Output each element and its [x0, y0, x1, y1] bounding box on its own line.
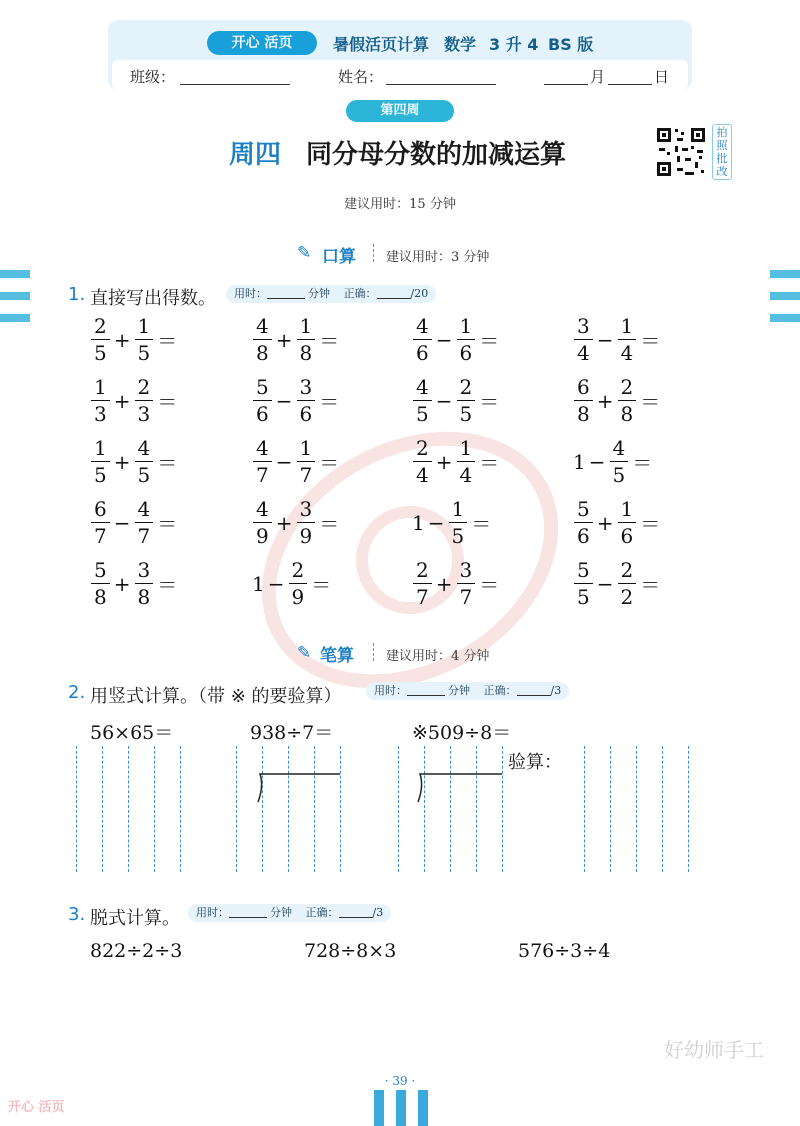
work-column-line	[314, 746, 315, 872]
correct-count-field[interactable]	[339, 905, 373, 918]
fraction	[135, 377, 154, 424]
denominator: 4	[618, 339, 637, 363]
fraction	[413, 438, 432, 485]
fraction	[253, 377, 272, 424]
question-1-score-pill	[226, 285, 436, 303]
denominator: 9	[253, 522, 272, 546]
equals-sign: ＝	[640, 573, 661, 597]
numerator: 3	[577, 314, 590, 338]
fraction	[574, 499, 593, 546]
fraction	[574, 560, 593, 607]
operator: +	[275, 510, 293, 535]
fraction-problem	[90, 499, 180, 546]
numerator: 4	[256, 314, 269, 338]
numerator: 5	[577, 558, 590, 582]
side-stripe	[770, 292, 800, 300]
step-problem-2: 728÷8×3	[304, 940, 397, 962]
equals-sign: ＝	[319, 512, 340, 536]
numerator: 1	[459, 314, 473, 338]
work-column-line	[236, 746, 237, 872]
fraction	[413, 316, 432, 363]
numerator: 2	[620, 375, 634, 399]
equals-sign: ＝	[157, 573, 178, 597]
work-column-line	[450, 746, 451, 872]
whole-number: 1	[412, 510, 425, 535]
denominator: 7	[457, 583, 476, 607]
operator: −	[267, 571, 285, 596]
denominator: 8	[297, 339, 316, 363]
side-stripe	[0, 314, 30, 322]
numerator: 4	[256, 497, 269, 521]
fraction-problem	[90, 377, 180, 424]
fraction-problem	[252, 560, 334, 607]
work-column-line	[688, 746, 689, 872]
division-bracket-1	[252, 770, 342, 804]
suggested-time: 建议用时：15 分钟	[344, 197, 456, 212]
denominator: 6	[618, 522, 637, 546]
fraction-problem	[90, 316, 180, 363]
numerator: 1	[299, 314, 313, 338]
fraction	[574, 316, 593, 363]
footer-bar	[396, 1090, 406, 1126]
equals-sign: ＝	[640, 390, 661, 414]
numerator: 6	[577, 375, 590, 399]
fraction	[297, 316, 316, 363]
class-field[interactable]	[180, 68, 290, 85]
operator: +	[113, 449, 131, 474]
vertical-problem-2: 938÷7＝	[250, 722, 334, 744]
denominator: 7	[413, 583, 432, 607]
numerator: 1	[94, 436, 107, 460]
fraction	[135, 560, 154, 607]
correct-total: /20	[410, 287, 429, 300]
fraction	[91, 316, 110, 363]
time-used-label: 用时：	[196, 906, 229, 919]
time-used-field[interactable]	[267, 286, 305, 299]
work-column-line	[180, 746, 181, 872]
denominator: 8	[253, 339, 272, 363]
correct-label: 正确：	[483, 684, 517, 697]
fraction	[574, 377, 593, 424]
question-3-text: 脱式计算。	[90, 908, 180, 929]
qr-code-icon[interactable]	[655, 126, 707, 178]
denominator: 2	[618, 583, 637, 607]
denominator: 6	[413, 339, 432, 363]
step-problem-1: 822÷2÷3	[90, 940, 183, 962]
correct-count-field[interactable]	[377, 286, 411, 299]
denominator: 5	[135, 339, 154, 363]
section-written-title: 笔算	[320, 646, 354, 666]
pencil-icon: ✎	[297, 643, 312, 663]
numerator: 4	[137, 436, 151, 460]
denominator: 9	[297, 522, 316, 546]
numerator: 5	[256, 375, 269, 399]
fraction-problem	[252, 316, 342, 363]
side-stripe	[0, 270, 30, 278]
fraction	[618, 377, 637, 424]
operator: −	[275, 449, 293, 474]
equals-sign: ＝	[632, 451, 653, 475]
denominator: 5	[457, 400, 476, 424]
numerator: 2	[291, 558, 305, 582]
numerator: 2	[416, 436, 429, 460]
operator: −	[596, 571, 614, 596]
numerator: 1	[299, 436, 313, 460]
question-1-text: 直接写出得数。	[90, 288, 216, 309]
numerator: 5	[94, 558, 107, 582]
work-column-line	[340, 746, 341, 872]
operator: −	[588, 449, 606, 474]
side-stripe	[770, 270, 800, 278]
section-oral-time: 建议用时：3 分钟	[386, 250, 490, 265]
operator: −	[435, 388, 453, 413]
brand-logo: 开心 活页	[207, 31, 317, 55]
work-column-line	[398, 746, 399, 872]
numerator: 2	[137, 375, 151, 399]
fraction-problem	[573, 316, 663, 363]
denominator: 5	[413, 400, 432, 424]
equals-sign: ＝	[157, 329, 178, 353]
equals-sign: ＝	[157, 451, 178, 475]
section-oral-title: 口算	[322, 247, 356, 267]
numerator: 2	[620, 558, 634, 582]
oral-calc-icon: ✎	[297, 243, 312, 263]
fraction	[457, 316, 476, 363]
operator: −	[113, 510, 131, 535]
denominator: 5	[610, 461, 629, 485]
numerator: 5	[577, 497, 590, 521]
vertical-problem-3: ※509÷8＝	[412, 722, 512, 744]
fraction	[135, 316, 154, 363]
work-column-line	[76, 746, 77, 872]
class-label: 班级：	[130, 68, 176, 86]
fraction	[413, 560, 432, 607]
fraction	[135, 438, 154, 485]
grade-label: 3 升 4	[489, 35, 539, 54]
denominator: 4	[574, 339, 593, 363]
numerator: 1	[620, 314, 634, 338]
denominator: 6	[253, 400, 272, 424]
week-badge: 第四周	[346, 100, 454, 122]
work-column-line	[424, 746, 425, 872]
fraction	[91, 499, 110, 546]
work-column-line	[662, 746, 663, 872]
operator: +	[113, 388, 131, 413]
numerator: 1	[459, 436, 473, 460]
numerator: 4	[416, 314, 429, 338]
fraction-problem	[573, 377, 663, 424]
name-label: 姓名：	[338, 68, 384, 86]
fraction	[618, 499, 637, 546]
work-column-line	[154, 746, 155, 872]
step-problem-3: 576÷3÷4	[518, 940, 611, 962]
page-number: · 39 ·	[384, 1074, 416, 1088]
fraction-problem	[90, 560, 180, 607]
side-stripe	[0, 292, 30, 300]
denominator: 9	[289, 583, 308, 607]
denominator: 7	[135, 522, 154, 546]
denominator: 5	[574, 583, 593, 607]
denominator: 3	[91, 400, 110, 424]
numerator: 1	[94, 375, 107, 399]
minutes-unit: 分钟	[448, 684, 470, 697]
denominator: 7	[253, 461, 272, 485]
fraction	[457, 377, 476, 424]
correct-label: 正确：	[305, 906, 339, 919]
denominator: 8	[135, 583, 154, 607]
operator: +	[435, 449, 453, 474]
question-2-score-pill	[366, 682, 569, 700]
equals-sign: ＝	[640, 512, 661, 536]
denominator: 8	[91, 583, 110, 607]
equals-sign: ＝	[319, 390, 340, 414]
fraction	[413, 377, 432, 424]
division-bracket-2	[412, 770, 504, 804]
operator: +	[596, 388, 614, 413]
month-field[interactable]	[544, 68, 588, 85]
section-written-time: 建议用时：4 分钟	[386, 649, 490, 664]
operator: −	[275, 388, 293, 413]
denominator: 5	[91, 461, 110, 485]
equals-sign: ＝	[479, 451, 500, 475]
equals-sign: ＝	[479, 390, 500, 414]
question-1-number: 1.	[68, 284, 86, 305]
name-field[interactable]	[386, 68, 496, 85]
time-used-label: 用时：	[234, 287, 267, 300]
day-label-text: 日	[654, 68, 670, 86]
numerator: 1	[137, 314, 151, 338]
work-column-line	[584, 746, 585, 872]
denominator: 5	[449, 522, 468, 546]
equals-sign: ＝	[311, 573, 332, 597]
footer-bar	[418, 1090, 428, 1126]
fraction	[253, 499, 272, 546]
fraction	[297, 377, 316, 424]
work-column-line	[102, 746, 103, 872]
question-2-text: 用竖式计算。（带 ※ 的要验算）	[90, 686, 342, 707]
fraction-problem	[412, 499, 494, 546]
fraction	[289, 560, 308, 607]
fraction	[618, 316, 637, 363]
denominator: 7	[91, 522, 110, 546]
fraction-problem	[412, 316, 502, 363]
denominator: 6	[297, 400, 316, 424]
fraction	[91, 560, 110, 607]
equals-sign: ＝	[640, 329, 661, 353]
fraction-problem	[412, 438, 502, 485]
numerator: 3	[459, 558, 473, 582]
numerator: 3	[137, 558, 151, 582]
edition-label: BS 版	[548, 35, 594, 54]
time-used-field[interactable]	[407, 683, 445, 696]
fraction-problem	[573, 499, 663, 546]
time-used-field[interactable]	[229, 905, 267, 918]
numerator: 6	[94, 497, 107, 521]
denominator: 6	[457, 339, 476, 363]
operator: +	[275, 327, 293, 352]
work-column-line	[636, 746, 637, 872]
fraction	[91, 377, 110, 424]
equals-sign: ＝	[319, 451, 340, 475]
numerator: 2	[459, 375, 473, 399]
numerator: 3	[299, 375, 313, 399]
denominator: 8	[574, 400, 593, 424]
denominator: 5	[91, 339, 110, 363]
numerator: 4	[416, 375, 429, 399]
minutes-unit: 分钟	[270, 906, 292, 919]
numerator: 4	[256, 436, 269, 460]
work-column-line	[288, 746, 289, 872]
fraction-problem	[252, 499, 342, 546]
fraction-problem	[252, 377, 342, 424]
correct-label: 正确：	[343, 287, 377, 300]
numerator: 2	[94, 314, 107, 338]
operator: +	[596, 510, 614, 535]
fraction-problem	[573, 438, 655, 485]
equals-sign: ＝	[479, 329, 500, 353]
fraction	[297, 438, 316, 485]
fraction	[618, 560, 637, 607]
equals-sign: ＝	[157, 390, 178, 414]
equals-sign: ＝	[319, 329, 340, 353]
fraction	[135, 499, 154, 546]
operator: +	[435, 571, 453, 596]
whole-number: 1	[573, 449, 586, 474]
fraction	[457, 560, 476, 607]
work-column-line	[476, 746, 477, 872]
question-2-number: 2.	[68, 682, 86, 703]
fraction	[253, 438, 272, 485]
operator: +	[113, 327, 131, 352]
page-title: 同分母分数的加减运算	[306, 140, 567, 170]
correct-total: /3	[550, 684, 562, 697]
operator: −	[427, 510, 445, 535]
corner-watermark: 好幼师手工	[664, 1038, 764, 1062]
work-column-line	[262, 746, 263, 872]
fraction-problem	[90, 438, 180, 485]
work-column-line	[502, 746, 503, 872]
correct-total: /3	[372, 906, 384, 919]
minutes-unit: 分钟	[308, 287, 330, 300]
operator: +	[113, 571, 131, 596]
verify-label: 验算：	[508, 752, 562, 773]
fraction	[253, 316, 272, 363]
denominator: 7	[297, 461, 316, 485]
section-divider	[373, 244, 375, 262]
fraction	[297, 499, 316, 546]
work-column-line	[610, 746, 611, 872]
question-3-number: 3.	[68, 904, 86, 925]
footer-bar	[374, 1090, 384, 1126]
denominator: 3	[135, 400, 154, 424]
fraction	[610, 438, 629, 485]
numerator: 1	[620, 497, 634, 521]
whole-number: 1	[252, 571, 265, 596]
operator: −	[435, 327, 453, 352]
day-field[interactable]	[608, 68, 652, 85]
equals-sign: ＝	[471, 512, 492, 536]
numerator: 3	[299, 497, 313, 521]
numerator: 2	[416, 558, 429, 582]
fraction	[449, 499, 468, 546]
equals-sign: ＝	[479, 573, 500, 597]
series-name: 暑假活页计算	[333, 35, 430, 54]
numerator: 4	[612, 436, 626, 460]
month-label: 月	[590, 68, 606, 86]
photo-grade-label: 拍照批改	[712, 124, 732, 180]
vertical-problem-1: 56×65＝	[90, 722, 174, 744]
fraction-problem	[573, 560, 663, 607]
fraction-problem	[252, 438, 342, 485]
work-column-line	[128, 746, 129, 872]
subject-label: 数学	[444, 35, 477, 54]
day-label: 周四	[229, 140, 282, 170]
side-stripe	[770, 314, 800, 322]
fraction-problem	[412, 560, 502, 607]
footer-brand-logo: 开心 活页	[8, 1100, 65, 1115]
denominator: 4	[413, 461, 432, 485]
fraction-problem	[412, 377, 502, 424]
denominator: 8	[618, 400, 637, 424]
fraction	[457, 438, 476, 485]
numerator: 1	[451, 497, 465, 521]
denominator: 6	[574, 522, 593, 546]
equals-sign: ＝	[157, 512, 178, 536]
denominator: 5	[135, 461, 154, 485]
fraction	[91, 438, 110, 485]
denominator: 4	[457, 461, 476, 485]
section-divider	[373, 643, 375, 661]
question-3-score-pill	[188, 904, 391, 922]
correct-count-field[interactable]	[517, 683, 551, 696]
time-used-label: 用时：	[374, 684, 407, 697]
numerator: 4	[137, 497, 151, 521]
operator: −	[596, 327, 614, 352]
